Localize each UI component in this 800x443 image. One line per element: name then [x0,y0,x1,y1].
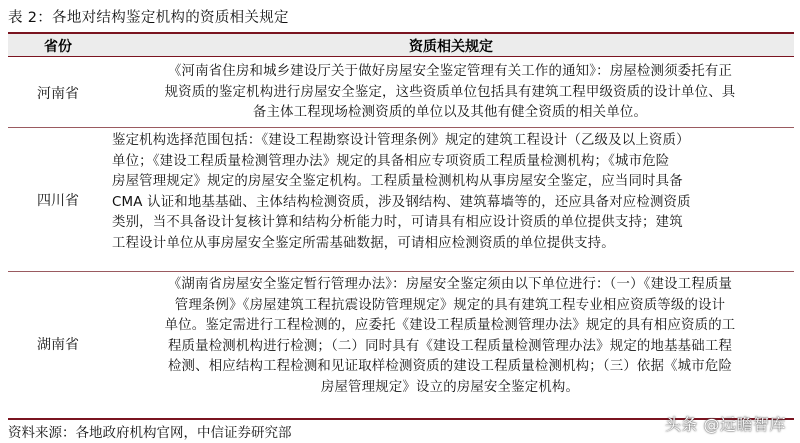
table-row-sichuan [8,128,794,271]
header-regulations: 资质相关规定 [409,39,493,55]
text-line: CMA 认证和地基基础、主体结构检测资质，涉及钢结构、建筑幕墙等的，还应具备对应检测资质 [112,194,691,210]
text-line: 《河南省住房和城乡建设厅关于做好房屋安全鉴定管理有关工作的通知》：房屋检测须委托有正 [167,64,733,79]
text-line: 管理条例》《房屋建筑工程抗震设防管理规定》规定的具有建筑工程专业相应资质等级的设计 [174,297,726,313]
table-row-hunan [8,272,794,417]
text-line: 类别，当不具备设计复核计算和结构分析能力时，可请具有相应设计资质的单位提供支持；建筑 [112,215,683,231]
text-line: 房屋管理规定》设立的房屋安全鉴定机构。 [320,379,580,395]
text-line: 单位。鉴定需进行工程检测的，应委托《建设工程质量检测管理办法》规定的具有相应资质的工 [164,318,736,334]
province-cell: 四川省 [37,193,79,209]
header-rule [8,56,794,57]
province-cell: 河南省 [37,86,79,102]
regulation-cell [112,62,788,124]
text-line: 鉴定机构选择范围包括：《建设工程勘察设计管理条例》规定的建筑工程设计（乙级及以上资质） [112,133,690,148]
regulation-cell [112,275,788,399]
text-line: 检测、相应结构工程检测和见证取样检测资质的建设工程质量检测机构；（三）依据《城市危险 [167,359,733,375]
text-line: 规资质的鉴定机构进行房屋安全鉴定，这些资质单位包括具有建筑工程甲级资质的设计单位、具 [164,84,736,100]
watermark: 头条 @远瞻智库 [664,415,786,434]
text-line: 房屋管理规定》规定的房屋安全鉴定机构。工程质量检测机构从事房屋安全鉴定，应当同时具备 [112,174,683,190]
text-line: 工程设计单位从事房屋安全鉴定所需基础数据，可请相应检测资质的单位提供支持。 [112,235,615,251]
province-cell: 湖南省 [37,337,79,353]
table-row-henan [8,59,794,126]
table-caption: 表 2：各地对结构鉴定机构的资质相关规定 [8,10,289,26]
source-note: 资料来源：各地政府机构官网，中信证券研究部 [8,425,292,441]
text-line: 《湖南省房屋安全鉴定暂行管理办法》：房屋安全鉴定须由以下单位进行：（一）《建设工程质量 [167,277,733,292]
regulation-cell [112,131,788,255]
header-province: 省份 [44,39,72,55]
text-line: 程质量检测机构进行检测；（二）同时具有《建设工程质量检测管理办法》规定的地基基础工程 [167,338,733,354]
text-line: 单位；《建设工程质量检测管理办法》规定的具备相应专项资质工程质量检测机构；《城市危险 [112,153,670,169]
table-header [8,34,794,56]
text-line: 备主体工程现场检测资质的单位以及其他有健全资质的相关单位。 [252,105,648,121]
